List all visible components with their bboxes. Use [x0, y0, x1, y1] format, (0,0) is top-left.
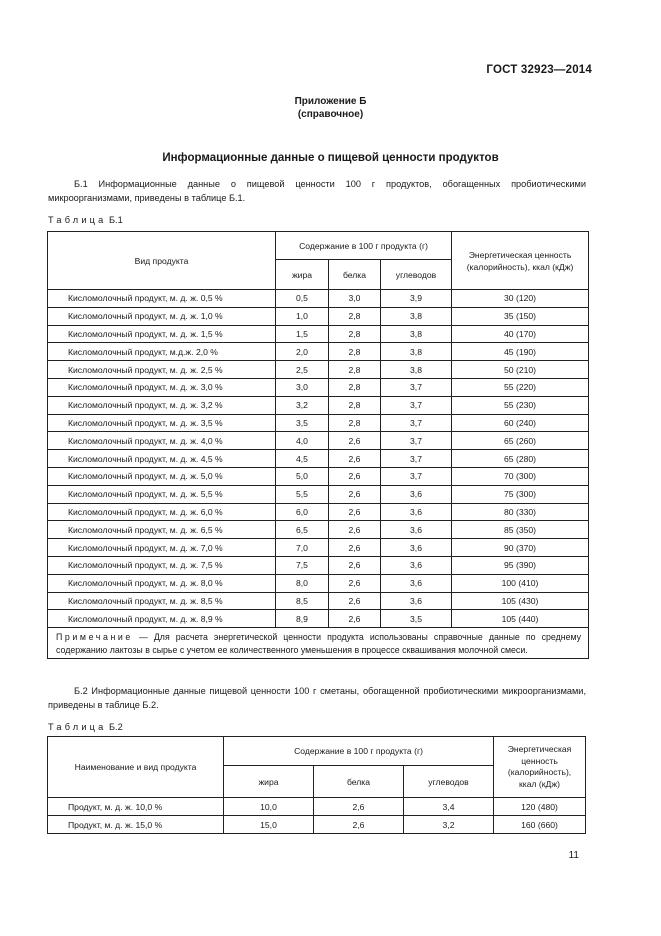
table-b1-row — [48, 574, 589, 592]
table-b1-row — [48, 290, 589, 308]
table-b1-fat-cell: 8,5 — [276, 592, 329, 610]
table-b1-product-cell: Кисломолочный продукт, м. д. ж. 3,2 % — [48, 396, 276, 414]
table-b1-body — [48, 290, 589, 628]
table-b1-product-cell: Кисломолочный продукт, м. д. ж. 5,0 % — [48, 467, 276, 485]
table-b1-fat-cell: 5,0 — [276, 467, 329, 485]
table-b1-carbs-cell: 3,6 — [381, 503, 452, 521]
table-b1-protein-cell: 2,6 — [329, 450, 381, 468]
table-b1-header-protein: белка — [329, 260, 381, 290]
table-b1-carbs-cell: 3,8 — [381, 307, 452, 325]
table-b1-carbs-cell: 3,6 — [381, 574, 452, 592]
table-b2-fat-cell: 15,0 — [224, 816, 314, 834]
document-standard-number: ГОСТ 32923—2014 — [486, 64, 592, 76]
table-b1-carbs-cell: 3,6 — [381, 521, 452, 539]
table-b1-energy-cell: 80 (330) — [452, 503, 589, 521]
table-b1-protein-cell: 2,6 — [329, 574, 381, 592]
table-b1-header-fat: жира — [276, 260, 329, 290]
table-b1-protein-cell: 2,6 — [329, 467, 381, 485]
table-b1-fat-cell: 0,5 — [276, 290, 329, 308]
table-b1-row — [48, 432, 589, 450]
table-b1-fat-cell: 6,5 — [276, 521, 329, 539]
table-b1-fat-cell: 6,0 — [276, 503, 329, 521]
table-b1-energy-cell: 40 (170) — [452, 325, 589, 343]
table-b1-row — [48, 325, 589, 343]
table-b2-header-product: Наименование и вид продукта — [48, 737, 224, 798]
paragraph-b2-text: Б.2 Информационные данные пищевой ценности 100 г сметаны, обогащенной пробиотическими микроорганизмами, приведены в таблице Б.2. — [48, 686, 586, 710]
table-b1-header-content: Содержание в 100 г продукта (г) — [276, 232, 452, 260]
table-b1 — [47, 231, 589, 659]
table-b1-protein-cell: 2,8 — [329, 307, 381, 325]
table-b2-protein-cell: 2,6 — [314, 798, 404, 816]
table-b2-fat-cell: 10,0 — [224, 798, 314, 816]
table-b1-product-cell: Кисломолочный продукт, м. д. ж. 4,0 % — [48, 432, 276, 450]
table-b1-row — [48, 610, 589, 628]
table-b1-product-cell: Кисломолочный продукт, м.д.ж. 2,0 % — [48, 343, 276, 361]
table-b1-carbs-cell: 3,5 — [381, 610, 452, 628]
table-b1-caption — [48, 215, 123, 225]
table-b1-fat-cell: 7,5 — [276, 556, 329, 574]
table-b1-fat-cell: 2,0 — [276, 343, 329, 361]
table-b1-energy-cell: 65 (280) — [452, 450, 589, 468]
table-b1-carbs-cell: 3,7 — [381, 396, 452, 414]
table-b1-protein-cell: 2,6 — [329, 610, 381, 628]
table-b1-header-product: Вид продукта — [48, 232, 276, 290]
table-b1-protein-cell: 2,6 — [329, 539, 381, 557]
table-b1-carbs-cell: 3,6 — [381, 539, 452, 557]
table-b1-protein-cell: 2,6 — [329, 521, 381, 539]
table-b1-energy-cell: 35 (150) — [452, 307, 589, 325]
table-b2-header-protein: белка — [314, 766, 404, 798]
table-b2-header-energy: Энергетическая ценность (калорийность), ккал (кДж) — [494, 737, 586, 798]
table-b1-product-cell: Кисломолочный продукт, м. д. ж. 7,5 % — [48, 556, 276, 574]
table-b1-protein-cell: 2,8 — [329, 361, 381, 379]
table-b1-header-carbs: углеводов — [381, 260, 452, 290]
table-b1-fat-cell: 2,5 — [276, 361, 329, 379]
table-b1-fat-cell: 8,0 — [276, 574, 329, 592]
table-b1-fat-cell: 3,0 — [276, 378, 329, 396]
table-b1-note — [48, 628, 589, 659]
table-b1-caption-number: Б.1 — [109, 215, 123, 225]
table-b1-energy-cell: 55 (220) — [452, 378, 589, 396]
table-b2-carbs-cell: 3,2 — [404, 816, 494, 834]
table-b1-fat-cell: 1,0 — [276, 307, 329, 325]
table-b1-row — [48, 450, 589, 468]
table-b1-protein-cell: 2,6 — [329, 556, 381, 574]
annex-title: Приложение Б — [294, 96, 367, 107]
table-b1-protein-cell: 2,8 — [329, 343, 381, 361]
table-b2-body — [48, 798, 586, 834]
table-b1-carbs-cell: 3,9 — [381, 290, 452, 308]
table-b1-product-cell: Кисломолочный продукт, м. д. ж. 8,5 % — [48, 592, 276, 610]
table-b2 — [47, 736, 586, 834]
table-b1-caption-word: Таблица — [48, 215, 107, 225]
table-b1-product-cell: Кисломолочный продукт, м. д. ж. 3,0 % — [48, 378, 276, 396]
table-b1-energy-cell: 45 (190) — [452, 343, 589, 361]
table-b1-row — [48, 467, 589, 485]
table-b1-protein-cell: 2,6 — [329, 592, 381, 610]
table-b1-energy-cell: 30 (120) — [452, 290, 589, 308]
table-b1-fat-cell: 4,5 — [276, 450, 329, 468]
table-b1-product-cell: Кисломолочный продукт, м. д. ж. 3,5 % — [48, 414, 276, 432]
table-b2-energy-cell: 120 (480) — [494, 798, 586, 816]
table-b1-energy-cell: 105 (430) — [452, 592, 589, 610]
table-b1-carbs-cell: 3,6 — [381, 556, 452, 574]
table-b1-protein-cell: 2,6 — [329, 503, 381, 521]
table-b1-note-text: — Для расчета энергетической ценности продукта использованы справочные данные по среднему содержанию лактозы в сырье с учетом ее количественного уменьшения в процессе сквашивания молочной смеси. — [56, 632, 582, 655]
table-b1-energy-cell: 55 (230) — [452, 396, 589, 414]
table-b1-energy-cell: 65 (260) — [452, 432, 589, 450]
table-b1-carbs-cell: 3,7 — [381, 378, 452, 396]
table-b1-note-word: Примечание — [56, 632, 133, 643]
table-b1-product-cell: Кисломолочный продукт, м. д. ж. 2,5 % — [48, 361, 276, 379]
table-b1-product-cell: Кисломолочный продукт, м. д. ж. 0,5 % — [48, 290, 276, 308]
table-b1-carbs-cell: 3,8 — [381, 325, 452, 343]
table-b1-row — [48, 592, 589, 610]
table-b1-protein-cell: 2,8 — [329, 396, 381, 414]
table-b1-energy-cell: 75 (300) — [452, 485, 589, 503]
table-b1-protein-cell: 2,6 — [329, 485, 381, 503]
table-b1-carbs-cell: 3,8 — [381, 361, 452, 379]
table-b2-row — [48, 816, 586, 834]
table-b1-energy-cell: 100 (410) — [452, 574, 589, 592]
table-b2-header-carbs: углеводов — [404, 766, 494, 798]
table-b2-caption-word: Таблица — [48, 722, 107, 732]
paragraph-b1 — [48, 177, 586, 205]
table-b2-product-cell: Продукт, м. д. ж. 10,0 % — [48, 798, 224, 816]
table-b1-carbs-cell: 3,6 — [381, 592, 452, 610]
table-b2-header-fat: жира — [224, 766, 314, 798]
table-b1-row — [48, 343, 589, 361]
table-b1-protein-cell: 3,0 — [329, 290, 381, 308]
table-b2-caption-number: Б.2 — [109, 722, 123, 732]
table-b1-product-cell: Кисломолочный продукт, м. д. ж. 6,0 % — [48, 503, 276, 521]
table-b2-energy-cell: 160 (660) — [494, 816, 586, 834]
table-b1-row — [48, 556, 589, 574]
table-b2-product-cell: Продукт, м. д. ж. 15,0 % — [48, 816, 224, 834]
table-b2-carbs-cell: 3,4 — [404, 798, 494, 816]
table-b1-energy-cell: 60 (240) — [452, 414, 589, 432]
table-b1-carbs-cell: 3,6 — [381, 485, 452, 503]
table-b1-product-cell: Кисломолочный продукт, м. д. ж. 1,5 % — [48, 325, 276, 343]
table-b1-carbs-cell: 3,7 — [381, 467, 452, 485]
table-b2-protein-cell: 2,6 — [314, 816, 404, 834]
section-title: Информационные данные о пищевой ценности продуктов — [162, 152, 499, 164]
table-b1-fat-cell: 1,5 — [276, 325, 329, 343]
table-b1-fat-cell: 8,9 — [276, 610, 329, 628]
table-b2-row — [48, 798, 586, 816]
table-b1-row — [48, 361, 589, 379]
table-b2-caption — [48, 722, 123, 732]
table-b1-row — [48, 414, 589, 432]
table-b1-product-cell: Кисломолочный продукт, м. д. ж. 5,5 % — [48, 485, 276, 503]
table-b2-header-content: Содержание в 100 г продукта (г) — [224, 737, 494, 766]
paragraph-b2 — [48, 684, 586, 712]
table-b1-row — [48, 521, 589, 539]
table-b1-fat-cell: 4,0 — [276, 432, 329, 450]
table-b1-fat-cell: 5,5 — [276, 485, 329, 503]
table-b1-protein-cell: 2,8 — [329, 325, 381, 343]
table-b1-product-cell: Кисломолочный продукт, м. д. ж. 6,5 % — [48, 521, 276, 539]
table-b1-energy-cell: 95 (390) — [452, 556, 589, 574]
table-b1-product-cell: Кисломолочный продукт, м. д. ж. 8,0 % — [48, 574, 276, 592]
table-b1-fat-cell: 7,0 — [276, 539, 329, 557]
table-b1-product-cell: Кисломолочный продукт, м. д. ж. 7,0 % — [48, 539, 276, 557]
table-b1-energy-cell: 85 (350) — [452, 521, 589, 539]
table-b1-protein-cell: 2,8 — [329, 414, 381, 432]
table-b1-row — [48, 378, 589, 396]
table-b1-carbs-cell: 3,7 — [381, 450, 452, 468]
paragraph-b1-text: Б.1 Информационные данные о пищевой ценности 100 г продуктов, обогащенных пробиотическими микроорганизмами, приведены в таблице Б.1. — [48, 179, 586, 203]
table-b1-carbs-cell: 3,7 — [381, 414, 452, 432]
table-b1-carbs-cell: 3,7 — [381, 432, 452, 450]
table-b1-product-cell: Кисломолочный продукт, м. д. ж. 4,5 % — [48, 450, 276, 468]
table-b1-header-energy: Энергетическая ценность (калорийность), ккал (кДж) — [452, 232, 589, 290]
annex-subtitle: (справочное) — [297, 109, 364, 120]
table-b1-row — [48, 485, 589, 503]
table-b1-energy-cell: 105 (440) — [452, 610, 589, 628]
table-b1-fat-cell: 3,2 — [276, 396, 329, 414]
table-b1-carbs-cell: 3,8 — [381, 343, 452, 361]
table-b1-protein-cell: 2,8 — [329, 378, 381, 396]
table-b1-row — [48, 396, 589, 414]
table-b1-energy-cell: 50 (210) — [452, 361, 589, 379]
table-b1-row — [48, 307, 589, 325]
table-b1-energy-cell: 70 (300) — [452, 467, 589, 485]
table-b1-product-cell: Кисломолочный продукт, м. д. ж. 1,0 % — [48, 307, 276, 325]
table-b1-row — [48, 503, 589, 521]
table-b1-protein-cell: 2,6 — [329, 432, 381, 450]
table-b1-energy-cell: 90 (370) — [452, 539, 589, 557]
page-number: 11 — [568, 850, 579, 861]
table-b1-fat-cell: 3,5 — [276, 414, 329, 432]
table-b1-row — [48, 539, 589, 557]
table-b1-product-cell: Кисломолочный продукт, м. д. ж. 8,9 % — [48, 610, 276, 628]
